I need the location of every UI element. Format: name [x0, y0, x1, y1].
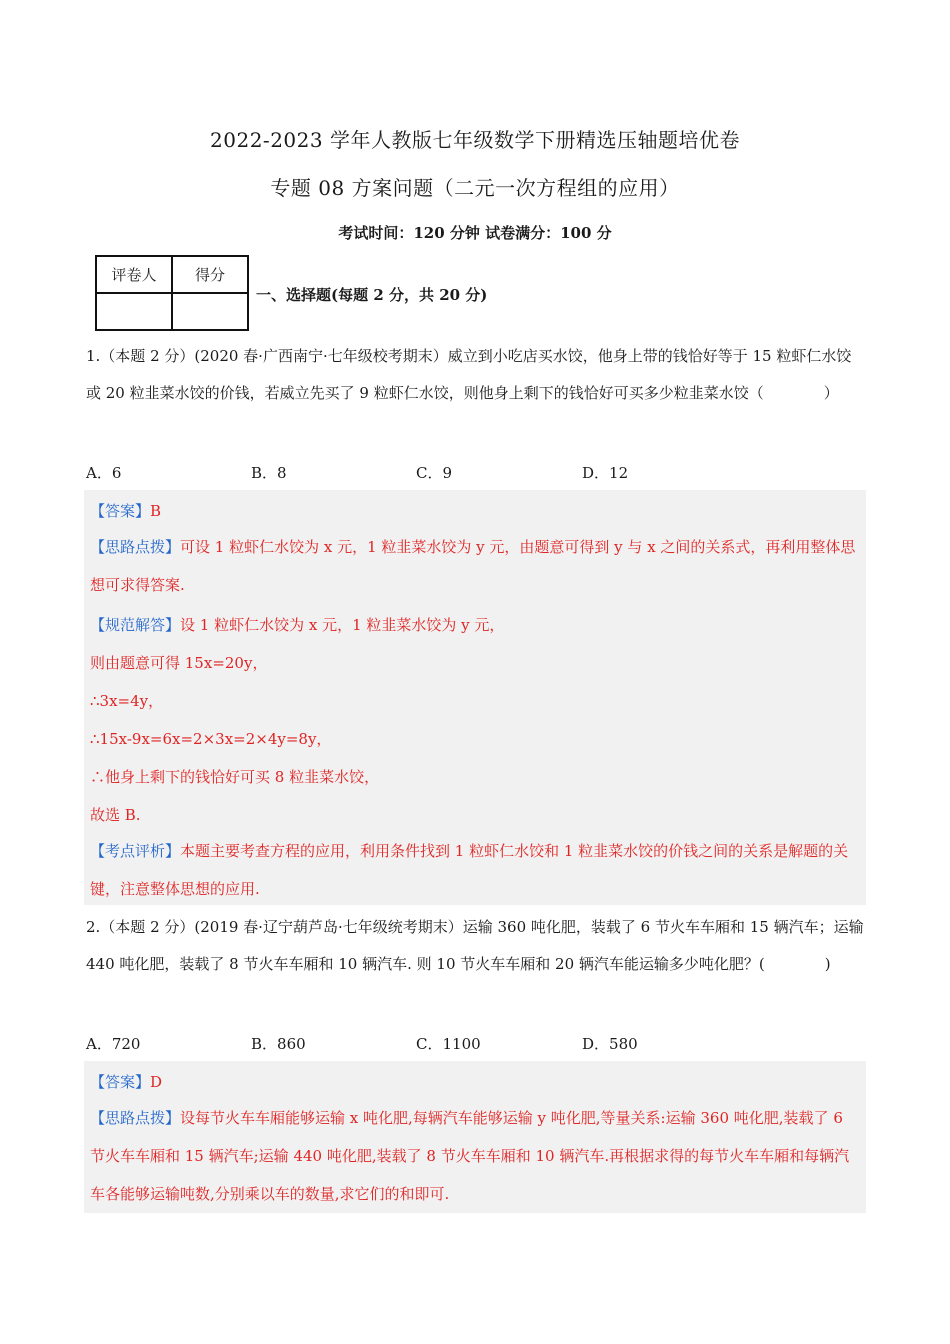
q1-review-tag: 【考点评析】: [90, 842, 181, 860]
q1-solution-line-3: ∴3x=4y，: [90, 692, 164, 710]
question-2-stem: 2.（本题 2 分）(2019 春·辽宁葫芦岛·七年级统考期末）运输 360 吨化肥，装载了 6 节火车车厢和 15 辆汽车；运输 440 吨化肥，装载了 8 节火车车厢和 10 辆汽车. 则 10 节火车车厢和 20 辆汽车能运输多少吨化肥？( ): [86, 918, 864, 973]
exam-info: 考试时间：120 分钟 试卷满分：100 分: [338, 224, 612, 242]
q1-hint-tag: 【思路点拨】: [90, 538, 181, 556]
score-header: 得分: [172, 256, 248, 293]
q1-review: [90, 832, 862, 908]
q2-hint: [90, 1099, 862, 1213]
q1-solution-line-4: ∴15x-9x=6x=2×3x=2×4y=8y，: [90, 730, 332, 748]
q1-hint-text: 可设 1 粒虾仁水饺为 x 元，1 粒韭菜水饺为 y 元，由题意可得到 y 与 x 之间的关系式，再利用整体思想可求得答案.: [90, 538, 856, 594]
q2-answer: [90, 1071, 162, 1092]
score-cell: [172, 293, 248, 330]
document-title: 2022-2023 学年人教版七年级数学下册精选压轴题培优卷: [210, 128, 740, 152]
option-c: C．9: [416, 464, 453, 482]
grader-header: 评卷人: [96, 256, 172, 293]
option-a: A．6: [86, 464, 122, 482]
q1-answer-tag: 【答案】: [90, 502, 151, 520]
q1-solution-line-1: [90, 614, 504, 635]
q1-solution-tag: 【规范解答】: [90, 616, 181, 634]
document-subtitle: 专题 08 方案问题（二元一次方程组的应用）: [270, 176, 680, 200]
option-d: D．580: [582, 1035, 638, 1053]
option-b: B．860: [251, 1035, 306, 1053]
q2-answer-tag: 【答案】: [90, 1073, 151, 1091]
q1-solution-text-1: 设 1 粒虾仁水饺为 x 元，1 粒韭菜水饺为 y 元，: [180, 616, 505, 634]
option-a: A．720: [86, 1035, 141, 1053]
q1-answer-value: B: [150, 502, 162, 520]
q1-review-text: 本题主要考查方程的应用，利用条件找到 1 粒虾仁水饺和 1 粒韭菜水饺的价钱之间的关系是解题的关键，注意整体思想的应用.: [90, 842, 849, 898]
q1-hint: [90, 528, 862, 604]
q2-hint-text: 设每节火车车厢能够运输 x 吨化肥,每辆汽车能够运输 y 吨化肥,等量关系:运输 360 吨化肥,装载了 6 节火车车厢和 15 辆汽车;运输 440 吨化肥,装载了 8 节火车车厢和 10 辆汽车.再根据求得的每节火车车厢和每辆汽车各能够运输吨数,分别乘以车的数量,求它们的和即可.: [90, 1109, 850, 1203]
q1-solution-line-2: 则由题意可得 15x=20y，: [90, 654, 268, 672]
q1-solution-line-5: ∴他身上剩下的钱恰好可买 8 粒韭菜水饺，: [90, 768, 380, 786]
q1-solution-line-6: 故选 B.: [90, 806, 141, 824]
option-c: C．1100: [416, 1035, 481, 1053]
section-title: 一、选择题(每题 2 分，共 20 分): [256, 286, 488, 304]
score-table: [95, 255, 249, 331]
option-b: B．8: [251, 464, 287, 482]
q2-answer-value: D: [150, 1073, 163, 1091]
grader-cell: [96, 293, 172, 330]
q1-answer: [90, 500, 161, 521]
option-d: D．12: [582, 464, 629, 482]
question-1-stem: 1.（本题 2 分）(2020 春·广西南宁·七年级校考期末）威立到小吃店买水饺，他身上带的钱恰好等于 15 粒虾仁水饺或 20 粒韭菜水饺的价钱，若威立先买了 9 粒虾仁水饺，则他身上剩下的钱恰好可买多少粒韭菜水饺（ ）: [86, 347, 852, 402]
q2-hint-tag: 【思路点拨】: [90, 1109, 181, 1127]
